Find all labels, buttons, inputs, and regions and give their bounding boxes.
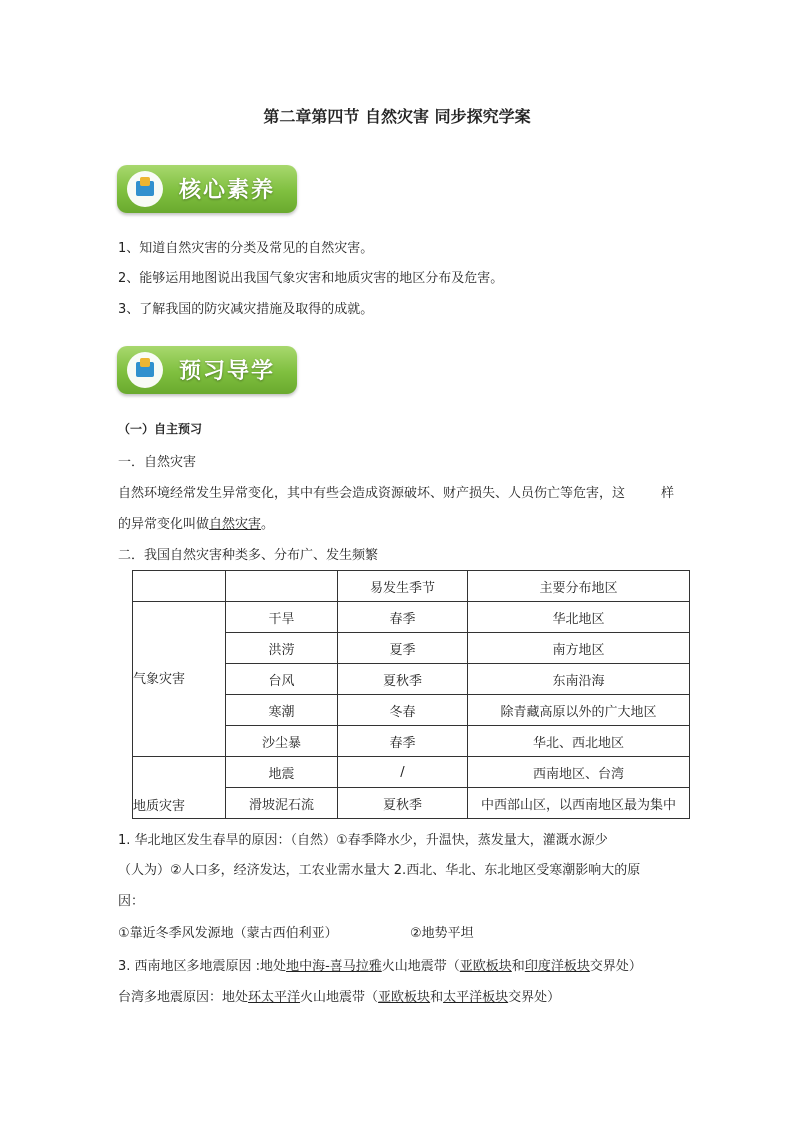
section-heading: （一）自主预习 xyxy=(118,422,203,436)
table-row xyxy=(133,757,690,788)
banner-label: 核心素养 xyxy=(179,178,276,203)
note-3 xyxy=(118,958,642,976)
table-header-row xyxy=(133,571,690,602)
text: 交界处） xyxy=(589,959,642,974)
table-header: 易发生季节 xyxy=(338,571,468,602)
category-geological: 地质灾害 xyxy=(133,757,226,819)
note-1-line-1: 1. 华北地区发生春旱的原因：（自然）①春季降水少，升温快，蒸发量大，灌溉水源少 xyxy=(118,833,608,848)
table-cell: 南方地区 xyxy=(468,633,690,664)
table-cell: 夏秋季 xyxy=(338,788,468,819)
text: 台湾多地震原因：地处 xyxy=(118,990,249,1005)
table-cell: 春季 xyxy=(338,602,468,633)
text: 火山地震带（ xyxy=(300,990,379,1005)
table-cell: 干旱 xyxy=(226,602,338,633)
text: 火山地震带（ xyxy=(381,959,460,974)
table-cell: / xyxy=(338,757,468,788)
table-cell: 洪涝 xyxy=(226,633,338,664)
table-cell: 冬春 xyxy=(338,695,468,726)
text: 的异常变化叫做 xyxy=(118,517,210,532)
document-icon xyxy=(127,171,163,207)
note-2a: ①靠近冬季风发源地（蒙古西伯利亚） xyxy=(118,926,338,941)
paragraph-line-end: 样 xyxy=(661,486,675,501)
disaster-table xyxy=(132,570,690,819)
table-cell: 华北、西北地区 xyxy=(468,726,690,757)
objective-3: 3、了解我国的防灾减灾措施及取得的成就。 xyxy=(118,302,374,317)
term: 亚欧板块 xyxy=(459,959,512,974)
term: 印度洋板块 xyxy=(524,959,590,974)
table-cell: 春季 xyxy=(338,726,468,757)
note-4 xyxy=(118,989,560,1007)
table-cell: 沙尘暴 xyxy=(226,726,338,757)
category-meteorological: 气象灾害 xyxy=(133,602,226,757)
term: 地中海-喜马拉雅 xyxy=(286,959,382,974)
table-cell: 台风 xyxy=(226,664,338,695)
table-row xyxy=(133,602,690,633)
table-cell: 地震 xyxy=(226,757,338,788)
paragraph-title-1: 一．自然灾害 xyxy=(118,455,197,470)
table-cell: 西南地区、台湾 xyxy=(468,757,690,788)
table-header xyxy=(226,571,338,602)
table-cell: 夏秋季 xyxy=(338,664,468,695)
preview-banner xyxy=(117,346,297,394)
text: 和 xyxy=(511,959,525,974)
objective-1: 1、知道自然灾害的分类及常见的自然灾害。 xyxy=(118,241,374,256)
text: 和 xyxy=(430,990,444,1005)
term: 太平洋板块 xyxy=(443,990,509,1005)
table-cell: 东南沿海 xyxy=(468,664,690,695)
table-cell: 华北地区 xyxy=(468,602,690,633)
table-cell: 除青藏高原以外的广大地区 xyxy=(468,695,690,726)
text: 。 xyxy=(261,517,275,532)
term-natural-disaster: 自然灾害 xyxy=(209,517,262,532)
paragraph-line: 自然环境经常发生异常变化，其中有些会造成资源破坏、财产损失、人员伤亡等危害，这 xyxy=(118,486,626,501)
objective-2: 2、能够运用地图说出我国气象灾害和地质灾害的地区分布及危害。 xyxy=(118,271,504,286)
table-header: 主要分布地区 xyxy=(468,571,690,602)
text: 3. 西南地区多地震原因 :地处 xyxy=(118,959,287,974)
text: 交界处） xyxy=(508,990,561,1005)
banner-label: 预习导学 xyxy=(179,359,276,384)
table-cell: 夏季 xyxy=(338,633,468,664)
term: 环太平洋 xyxy=(248,990,301,1005)
core-literacy-banner xyxy=(117,165,297,213)
table-cell: 滑坡泥石流 xyxy=(226,788,338,819)
paragraph-line xyxy=(118,516,274,534)
note-2b: ②地势平坦 xyxy=(410,926,474,941)
note-1-line-3: 因： xyxy=(118,894,145,909)
term: 亚欧板块 xyxy=(378,990,431,1005)
note-1-line-2: （人为）②人口多，经济发达，工农业需水量大 2.西北、华北、东北地区受寒潮影响大的原 xyxy=(118,863,641,878)
page-title: 第二章第四节 自然灾害 同步探究学案 xyxy=(263,107,531,126)
table-cell: 中西部山区，以西南地区最为集中 xyxy=(468,788,690,819)
paragraph-title-2: 二．我国自然灾害种类多、分布广、发生频繁 xyxy=(118,548,379,563)
book-icon xyxy=(127,352,163,388)
table-cell: 寒潮 xyxy=(226,695,338,726)
table-header xyxy=(133,571,226,602)
